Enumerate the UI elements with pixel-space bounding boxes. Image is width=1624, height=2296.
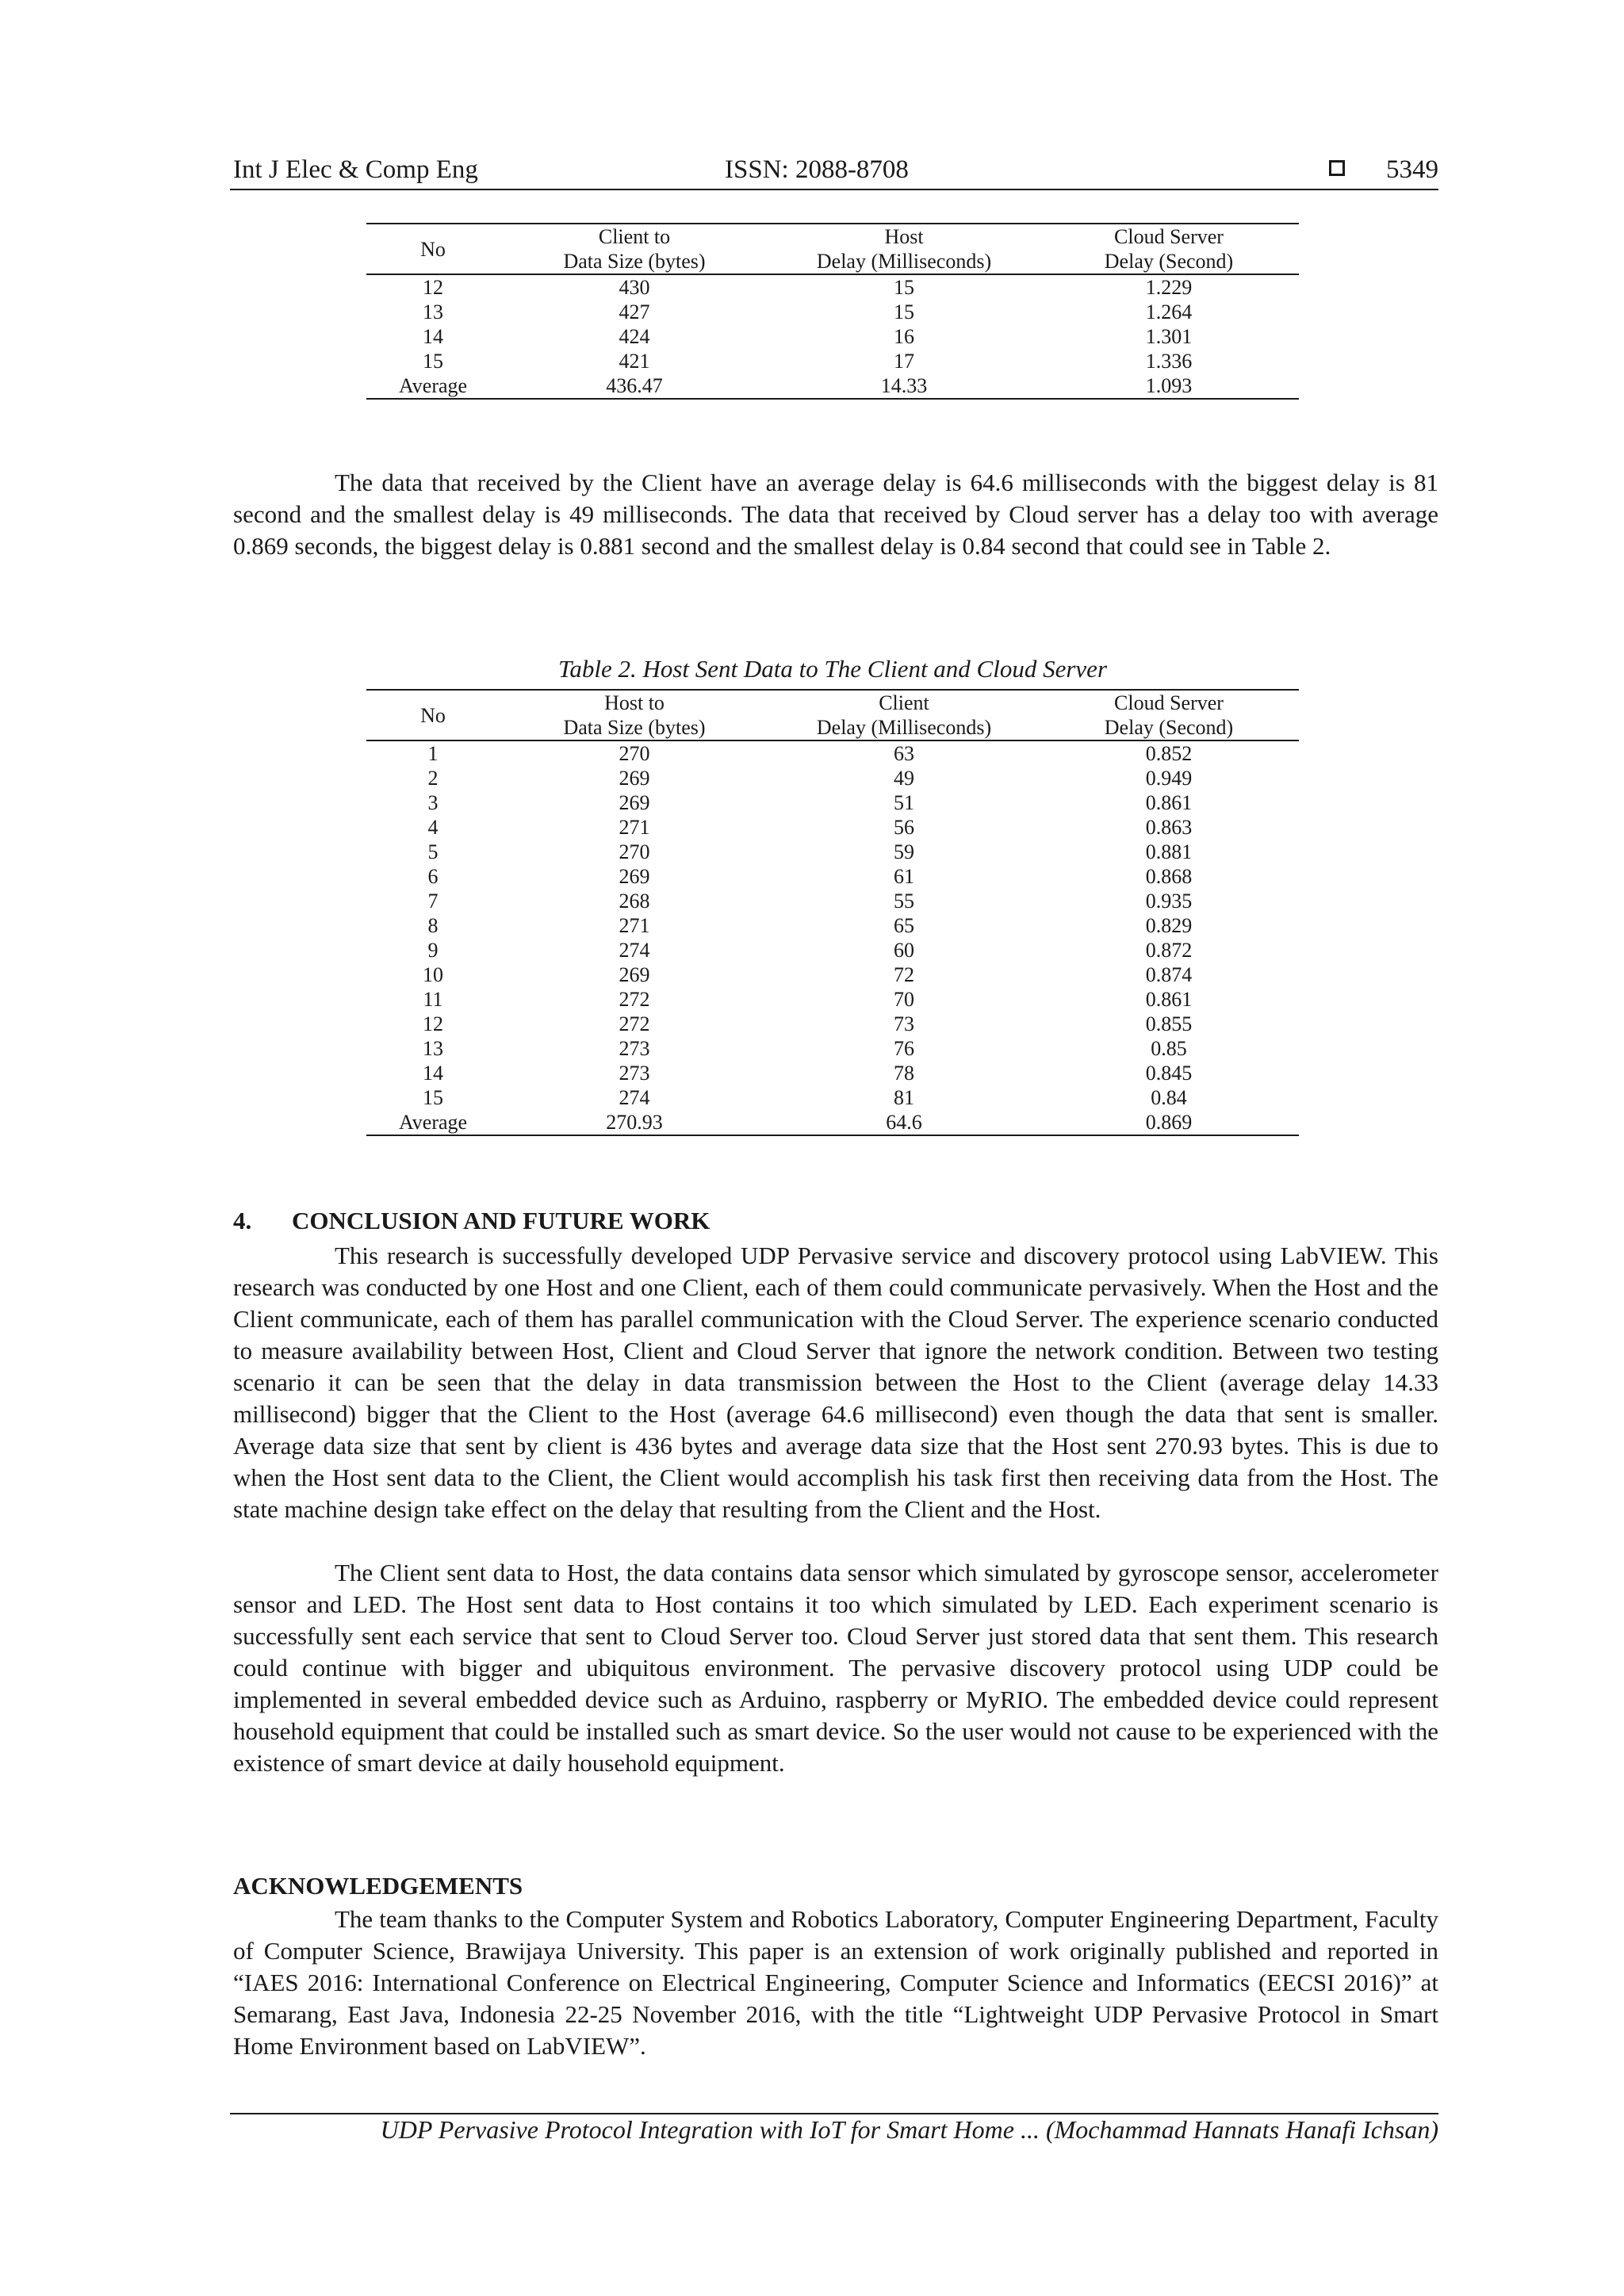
column-header-bottom: Delay (Second): [1039, 249, 1299, 274]
table-cell: 5: [427, 840, 439, 863]
table-cell: 1: [427, 742, 439, 765]
table-cell: 0.845: [1145, 1062, 1193, 1085]
table-row: [366, 864, 1299, 889]
table-cell: 60: [894, 939, 914, 962]
table-row: [366, 1012, 1299, 1036]
table-cell: 2: [427, 767, 439, 790]
issn: ISSN: 2088-8708: [725, 155, 909, 184]
table-cell: 274: [619, 1086, 650, 1109]
table-cell: 6: [427, 865, 439, 888]
table-cell: 273: [619, 1037, 650, 1060]
table-cell: 14: [423, 325, 443, 348]
acknowledgements-heading: ACKNOWLEDGEMENTS: [233, 1872, 523, 1900]
table-row: [366, 1036, 1299, 1061]
table-2: [366, 689, 1299, 1136]
column-header-bottom: Delay (Milliseconds): [769, 715, 1039, 740]
table-cell: 73: [894, 1012, 914, 1035]
table-row: [366, 815, 1299, 840]
table-cell: 1.264: [1145, 300, 1193, 323]
table-header-row: [366, 224, 1299, 249]
table-cell: 0.85: [1151, 1037, 1187, 1060]
table-cell: 0.84: [1151, 1086, 1187, 1109]
table-caption: Table 2. Host Sent Data to The Client and Cloud Server: [557, 655, 1108, 683]
table-cell: 0.869: [1039, 1110, 1299, 1135]
section-title: CONCLUSION AND FUTURE WORK: [292, 1207, 710, 1234]
table-cell: 269: [619, 963, 650, 986]
table-cell: 269: [619, 791, 650, 814]
table-cell: 436.47: [500, 373, 769, 399]
table-cell: 273: [619, 1062, 650, 1085]
table-cell: 15: [894, 300, 914, 323]
table-cell: 1.093: [1039, 373, 1299, 399]
table-cell: 0.829: [1145, 914, 1193, 937]
table-row: [366, 300, 1299, 324]
table-row: [366, 274, 1299, 300]
table-cell: 55: [894, 890, 914, 913]
table-cell: 427: [619, 300, 650, 323]
section-number: 4.: [233, 1207, 252, 1234]
column-header-top: Client to: [500, 224, 769, 249]
table-cell: 424: [619, 325, 650, 348]
table-row: [366, 1110, 1299, 1135]
table-row: [366, 740, 1299, 766]
table-cell: 72: [894, 963, 914, 986]
table-1: [366, 223, 1299, 400]
table-row: [366, 913, 1299, 938]
table-row: [366, 840, 1299, 864]
table-cell: 269: [619, 865, 650, 888]
table-cell: 76: [894, 1037, 914, 1060]
table-cell: 56: [894, 816, 914, 839]
table-body: [366, 274, 1299, 399]
table-cell: 269: [619, 767, 650, 790]
table-cell: 65: [894, 914, 914, 937]
table-row: [366, 987, 1299, 1012]
column-header: No: [366, 224, 500, 274]
table-row: [366, 766, 1299, 790]
table-cell: 14: [423, 1062, 443, 1085]
column-header-bottom: Data Size (bytes): [500, 715, 769, 740]
table-cell: Average: [366, 373, 500, 399]
table-cell: 0.868: [1145, 865, 1193, 888]
table-cell: 0.852: [1145, 742, 1193, 765]
table-row: [366, 349, 1299, 373]
table-row: [366, 1061, 1299, 1085]
table-cell: 51: [894, 791, 914, 814]
table-cell: 63: [894, 742, 914, 765]
body-paragraph: This research is successfully developed UDP Pervasive service and discovery protocol using LabVIEW. This research was conducted by one Host and one Client, each of them could communicate pervasively. When the Host and the Client communicate, each of them has parallel communication with the Cloud Server. The experience scenario conducted to measure availability between Host, Client and Cloud Server that ignore the network condition. Between two testing scenario it can be seen that the delay in data transmission between the Host to the Client (average delay 14.33 millisecond) bigger that the Client to the Host (average 64.6 millisecond) even though the data that sent is smaller. Average data size that sent by client is 436 bytes and average data size that the Host sent 270.93 bytes. This is due to when the Host sent data to the Client, the Client would accomplish his task first then receiving data from the Host. The state machine design take effect on the delay that resulting from the Client and the Host.: [233, 1242, 1438, 1523]
body-paragraph: The Client sent data to Host, the data contains data sensor which simulated by gyroscope sensor, accelerometer sensor and LED. The Host sent data to Host contains it too which simulated by LED. Each experiment scenario is successfully sent each service that sent to Cloud Server too. Cloud Server just stored data that sent them. This research could continue with bigger and ubiquitous environment. The pervasive discovery protocol using UDP could be implemented in several embedded device such as Arduino, raspberry or MyRIO. The embedded device could represent household equipment that could be installed such as smart device. So the user would not cause to be experienced with the existence of smart device at daily household equipment.: [233, 1559, 1438, 1777]
table-cell: 12: [423, 1012, 443, 1035]
table-cell: 0.935: [1145, 890, 1193, 913]
table-cell: 61: [894, 865, 914, 888]
table-cell: 17: [894, 350, 914, 373]
table-cell: 16: [894, 325, 914, 348]
table-cell: 78: [894, 1062, 914, 1085]
column-header-top: Host to: [500, 690, 769, 715]
table-cell: 4: [427, 816, 439, 839]
column-header-top: Host: [769, 224, 1039, 249]
column-header-top: Cloud Server: [1039, 690, 1299, 715]
table-header-row: [366, 690, 1299, 715]
table-row: [366, 962, 1299, 987]
table-row: [366, 373, 1299, 399]
table-cell: 12: [423, 276, 443, 299]
table-cell: 421: [619, 350, 650, 373]
table-cell: 1.229: [1145, 276, 1193, 299]
table-body: [366, 740, 1299, 1135]
table-cell: 270: [619, 742, 650, 765]
column-header-top: Cloud Server: [1039, 224, 1299, 249]
table-cell: 0.881: [1145, 840, 1193, 863]
table-row: [366, 938, 1299, 962]
table-row: [366, 790, 1299, 815]
table-cell: 64.6: [769, 1110, 1039, 1135]
table-cell: 0.874: [1145, 963, 1193, 986]
table-cell: 13: [423, 300, 443, 323]
table-cell: 15: [423, 1086, 443, 1109]
table-cell: 272: [619, 988, 650, 1011]
table-cell: 1.336: [1145, 350, 1193, 373]
table-cell: 270.93: [500, 1110, 769, 1135]
page-number: 5349: [1386, 155, 1438, 184]
table-cell: 1.301: [1145, 325, 1193, 348]
table-cell: 14.33: [769, 373, 1039, 399]
table-cell: 0.949: [1145, 767, 1193, 790]
table-cell: 8: [427, 914, 439, 937]
table-cell: 0.861: [1145, 988, 1193, 1011]
table-cell: 15: [423, 350, 443, 373]
acknowledgements-paragraph: The team thanks to the Computer System and Robotics Laboratory, Computer Engineering Department, Faculty of Computer Science, Brawijaya University. This paper is an extension of work originally published and reported in “IAES 2016: International Conference on Electrical Engineering, Computer Science and Informatics (EECSI 2016)” at Semarang, East Java, Indonesia 22-25 November 2016, with the title “Lightweight UDP Pervasive Protocol in Smart Home Environment based on LabVIEW”.: [233, 1905, 1438, 2060]
table-cell: 0.872: [1145, 939, 1193, 962]
column-header-top: Client: [769, 690, 1039, 715]
table-cell: 49: [894, 767, 914, 790]
table-cell: Average: [366, 1110, 500, 1135]
table-cell: 0.861: [1145, 791, 1193, 814]
column-header-bottom: Delay (Milliseconds): [769, 249, 1039, 274]
table-cell: 7: [427, 890, 439, 913]
section-heading: [233, 1207, 710, 1235]
column-header-bottom: Delay (Second): [1039, 715, 1299, 740]
table-cell: 268: [619, 890, 650, 913]
table-header-row: [366, 249, 1299, 274]
footer-rule: [230, 2113, 1438, 2114]
table-cell: 0.855: [1145, 1012, 1193, 1035]
table-cell: 9: [427, 939, 439, 962]
table-header-row: [366, 715, 1299, 740]
table-cell: 270: [619, 840, 650, 863]
table-cell: 271: [619, 914, 650, 937]
table-cell: 3: [427, 791, 439, 814]
running-footer: UDP Pervasive Protocol Integration with IoT for Smart Home ... (Mochammad Hannats Hanafi Ichsan): [380, 2115, 1438, 2144]
table-row: [366, 1085, 1299, 1110]
table-cell: 271: [619, 816, 650, 839]
page-number-group: [1329, 155, 1438, 185]
square-bullet-icon: [1329, 160, 1345, 176]
table-row: [366, 889, 1299, 913]
table-cell: 81: [894, 1086, 914, 1109]
table-cell: 59: [894, 840, 914, 863]
table-cell: 430: [619, 276, 650, 299]
table-cell: 70: [894, 988, 914, 1011]
table-cell: 10: [423, 963, 443, 986]
running-header: [233, 155, 1438, 192]
table-cell: 272: [619, 1012, 650, 1035]
body-paragraph: The data that received by the Client have an average delay is 64.6 milliseconds with the biggest delay is 81 second and the smallest delay is 49 milliseconds. The data that received by Cloud server has a delay too with average 0.869 seconds, the biggest delay is 0.881 second and the smallest delay is 0.84 second that could see in Table 2.: [233, 469, 1438, 560]
table-cell: 0.863: [1145, 816, 1193, 839]
journal-name: Int J Elec & Comp Eng: [233, 155, 478, 184]
table-cell: 11: [423, 988, 443, 1011]
header-rule: [230, 189, 1438, 190]
table-cell: 15: [894, 276, 914, 299]
table-cell: 13: [423, 1037, 443, 1060]
table-cell: 274: [619, 939, 650, 962]
table-row: [366, 324, 1299, 349]
column-header-bottom: Data Size (bytes): [500, 249, 769, 274]
column-header: No: [366, 690, 500, 740]
